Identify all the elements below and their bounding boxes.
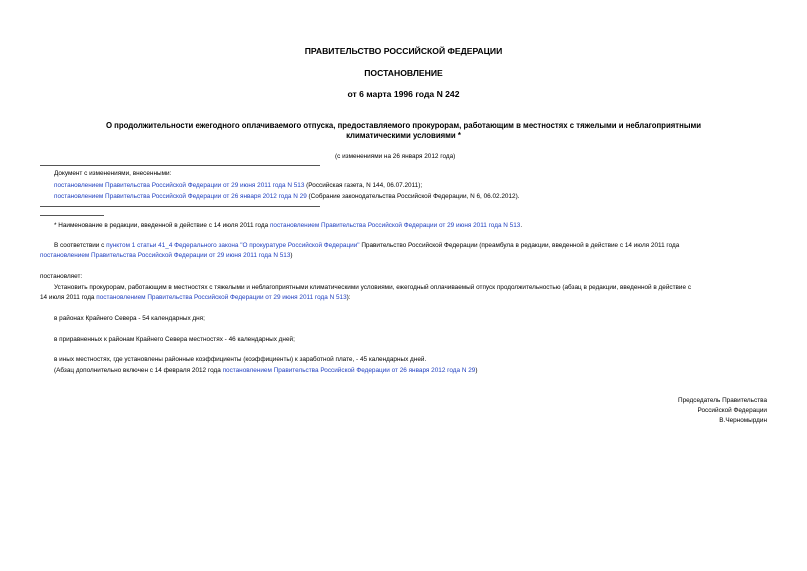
decides: постановляет: [40,273,83,280]
footnote-link[interactable]: постановлением Правительства Российской Федерации от 29 июня 2011 года N 513 [269,222,521,229]
signature-title-1: Председатель Правительства [678,397,767,404]
preamble-resolution-link[interactable]: постановлением Правительства Российской Федерации от 29 июня 2011 года N 513 [40,252,291,259]
signature-title-2: Российской Федерации [697,407,767,414]
change-item-1 [54,182,422,190]
preamble-text-3: ) [290,252,293,259]
main-paragraph-link[interactable]: постановлением Правительства Российской Федерации от 29 июня 2011 года N 513 [96,294,347,301]
document-title-line1: О продолжительности ежегодного оплачиваемого отпуска, предоставляемого прокурорам, работающим в местностях с тяжелыми и неблагоприятными [105,121,702,130]
preamble-line2 [40,252,293,260]
preamble-line1 [54,242,679,250]
changes-intro: Документ с изменениями, внесенными: [54,170,172,177]
document-date-number: от 6 марта 1996 года N 242 [347,89,460,99]
footnote-rule [40,215,104,216]
change-item-1-source: (Российская газета, N 144, 06.07.2011); [304,182,423,189]
change-link-1[interactable]: постановлением Правительства Российской Федерации от 29 июня 2011 года N 513 [54,182,305,189]
government-title: ПРАВИТЕЛЬСТВО РОССИЙСКОЙ ФЕДЕРАЦИИ [304,46,503,56]
main-paragraph-line1: Установить прокурорам, работающим в местностях с тяжелыми и неблагоприятными климатическими условиями, ежегодный оплачиваемый отпуск продолжительностью (абзац в редакции, введенной в действие с [54,284,692,291]
footnote-end: . [520,222,523,229]
main-paragraph-line2 [40,294,351,302]
revision-note: (с изменениями на 26 января 2012 года) [335,153,456,160]
change-item-2-source: (Собрание законодательства Российской Федерации, N 6, 06.02.2012). [306,193,520,200]
footnote [54,222,522,230]
addition-note-end: ) [475,367,478,374]
addition-note-text: (Абзац дополнительно включен с 14 февраля 2012 года [54,367,223,374]
preamble-text-2: Правительство Российской Федерации (преамбула в редакции, введенной в действие с 14 июля 2011 года [359,242,680,249]
signature-name: В.Черномырдин [719,417,767,424]
divider-top [40,165,320,166]
footnote-text: * Наименование в редакции, введенной в действие с 14 июля 2011 года [54,222,270,229]
document-title-line2: климатическими условиями * [346,131,461,140]
addition-note [54,367,477,375]
leave-item-equivalent-areas: в приравненных к районам Крайнего Севера местностях - 46 календарных дней; [54,336,295,343]
leave-item-far-north: в районах Крайнего Севера - 54 календарных дня; [54,315,205,322]
main-paragraph-end: ): [346,294,351,301]
addition-note-link[interactable]: постановлением Правительства Российской Федерации от 26 января 2012 года N 29 [222,367,476,374]
preamble-law-link[interactable]: пунктом 1 статьи 41_4 Федерального закона "О прокуратуре Российской Федерации" [106,242,360,249]
leave-item-other-areas: в иных местностях, где установлены районные коэффициенты (коэффициенты) к заработной плате, - 45 календарных дней. [54,356,427,363]
main-paragraph-date: 14 июля 2011 года [40,294,97,301]
document-type: ПОСТАНОВЛЕНИЕ [364,68,443,78]
change-link-2[interactable]: постановлением Правительства Российской Федерации от 26 января 2012 года N 29 [54,193,307,200]
divider-bottom [40,206,320,207]
change-item-2 [54,193,519,201]
preamble-text-1: В соответствии с [54,242,107,249]
